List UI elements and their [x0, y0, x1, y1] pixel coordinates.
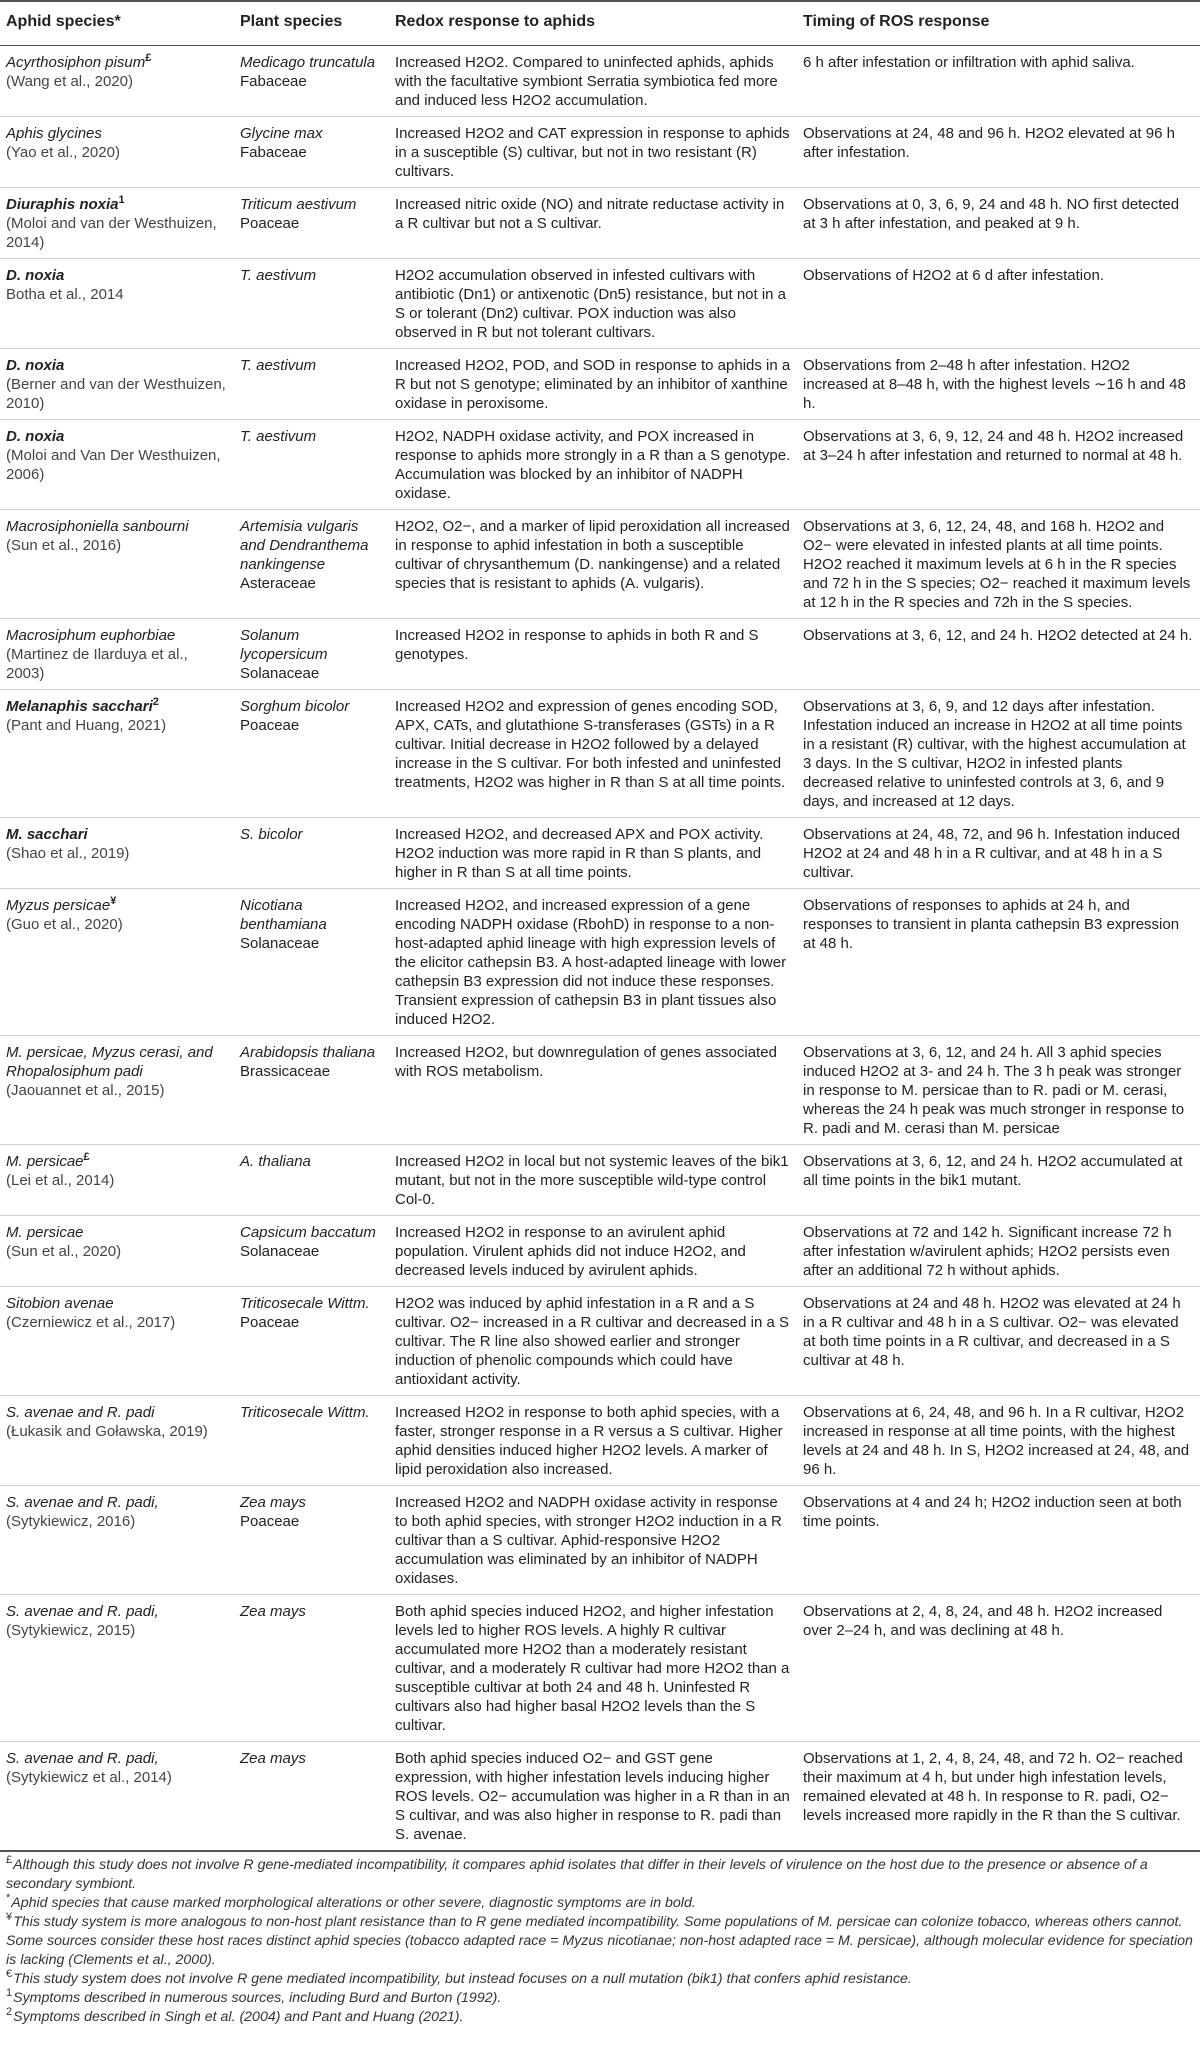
- aphid-name: [6, 825, 228, 844]
- aphid-footnote-marker: 2: [152, 696, 159, 708]
- footnote: [6, 1989, 1194, 2008]
- cell-plant: [234, 818, 389, 889]
- footnote-text: Aphid species that cause marked morphological alterations or other severe, diagnostic symptoms are in bold.: [11, 1895, 696, 1911]
- cell-redox: Increased H2O2 in response to both aphid species, with a faster, stronger response in a R versus a S cultivar. Higher aphid densities induced higher H2O2 levels. A marker of lipid peroxidation also increased.: [389, 1396, 797, 1486]
- cell-redox: H2O2, O2−, and a marker of lipid peroxidation all increased in response to aphid infestation in both a susceptible cultivar of chrysanthemum (D. nankingense) and a related species that is resistant to aphids (A. vulgaris).: [389, 510, 797, 619]
- aphid-name: [6, 195, 228, 214]
- plant-name: Capsicum baccatum: [240, 1224, 376, 1241]
- cell-aphid: [0, 117, 234, 188]
- footnote-text: This study system does not involve R gene mediated incompatibility, but instead focuses on a null mutation (bik1) that confers aphid resistance.: [13, 1971, 912, 1987]
- citation: (Moloi and van der Westhuizen, 2014): [6, 215, 217, 251]
- plant-name: T. aestivum: [240, 267, 317, 284]
- footnote-symbol: €: [6, 1968, 13, 1981]
- plant-family: Poaceae: [240, 1314, 300, 1331]
- plant-name: Triticum aestivum: [240, 196, 357, 213]
- table-row: [0, 46, 1200, 117]
- footnote: [6, 1894, 1194, 1913]
- plant-name: Solanum lycopersicum: [240, 627, 328, 663]
- cell-timing: Observations at 24 and 48 h. H2O2 was elevated at 24 h in a R cultivar and 48 h in a S cultivar. O2− was elevated at both time points in a R cultivar, and decreased in a S cultivar at 48 h.: [797, 1287, 1200, 1396]
- cell-timing: Observations at 4 and 24 h; H2O2 induction seen at both time points.: [797, 1486, 1200, 1595]
- footnote-text: Symptoms described in Singh et al. (2004) and Pant and Huang (2021).: [13, 2009, 464, 2025]
- cell-redox: H2O2 was induced by aphid infestation in a R and a S cultivar. O2− increased in a R cultivar and decreased in a S cultivar. The R line also showed earlier and stronger induction of phenolic compounds which could have antioxidant activity.: [389, 1287, 797, 1396]
- footnote: [6, 1856, 1194, 1894]
- table-row: [0, 889, 1200, 1036]
- aphid-name-text: D. noxia: [6, 428, 65, 445]
- cell-plant: [234, 1742, 389, 1852]
- footnote: [6, 2008, 1194, 2027]
- table-header: [0, 1, 1200, 46]
- aphid-name: [6, 1403, 228, 1422]
- aphid-name-text: S. avenae and R. padi,: [6, 1494, 159, 1511]
- plant-family: Solanaceae: [240, 665, 320, 682]
- aphid-name: [6, 1043, 228, 1081]
- aphid-name-text: Acyrthosiphon pisum: [6, 54, 146, 71]
- cell-aphid: [0, 1396, 234, 1486]
- cell-aphid: [0, 1036, 234, 1145]
- cell-plant: [234, 117, 389, 188]
- aphid-name-text: S. avenae and R. padi,: [6, 1603, 159, 1620]
- cell-redox: Increased H2O2 in response to an avirulent aphid population. Virulent aphids did not induce H2O2, and decreased levels induced by avirulent aphids.: [389, 1216, 797, 1287]
- table-row: [0, 259, 1200, 349]
- cell-timing: Observations at 0, 3, 6, 9, 24 and 48 h. NO first detected at 3 h after infestation, and peaked at 9 h.: [797, 188, 1200, 259]
- plant-name: Artemisia vulgaris and Dendranthema nankingense: [240, 518, 369, 573]
- footnote-symbol: 2: [6, 2006, 13, 2019]
- cell-aphid: [0, 46, 234, 117]
- plant-family: Brassicaceae: [240, 1063, 331, 1080]
- cell-aphid: [0, 889, 234, 1036]
- footnote-text: This study system is more analogous to non-host plant resistance than to R gene mediated incompatibility. Some populations of M. persicae can colonize tobacco, whereas others cannot. Some sources consider these host races distinct aphid species (tobacco adapted race = Myzus nicotianae; non-host adapted race = M. persicae), although molecular evidence for speciation is lacking (Clements et al., 2000).: [6, 1914, 1193, 1968]
- aphid-name: [6, 1223, 228, 1242]
- cell-aphid: [0, 690, 234, 818]
- cell-timing: Observations at 3, 6, 12, 24, 48, and 168 h. H2O2 and O2− were elevated in infested plants at all time points. H2O2 reached it maximum levels at 6 h in the R species and 72 h in the S species; O2− reached it maximum levels at 12 h in the R species and 72h in the S species.: [797, 510, 1200, 619]
- citation: Botha et al., 2014: [6, 286, 124, 303]
- cell-aphid: [0, 1287, 234, 1396]
- cell-aphid: [0, 188, 234, 259]
- citation: (Czerniewicz et al., 2017): [6, 1314, 176, 1331]
- cell-timing: Observations at 24, 48, 72, and 96 h. Infestation induced H2O2 at 24 and 48 h in a R cultivar, and at 48 h in a S cultivar.: [797, 818, 1200, 889]
- aphid-name-text: Diuraphis noxia: [6, 196, 119, 213]
- citation: (Sytykiewicz, 2016): [6, 1513, 136, 1530]
- table-row: [0, 818, 1200, 889]
- cell-timing: Observations at 3, 6, 9, and 12 days after infestation. Infestation induced an increase in H2O2 at all time points in a resistant (R) cultivar, with the highest accumulation at 3 days. In the S cultivar, H2O2 in infested plants decreased relative to uninfested controls at 3, 6, and 9 days, and increased at 12 days.: [797, 690, 1200, 818]
- cell-aphid: [0, 1486, 234, 1595]
- aphid-name-text: Melanaphis sacchari: [6, 698, 153, 715]
- cell-aphid: [0, 818, 234, 889]
- plant-name: A. thaliana: [240, 1153, 311, 1170]
- cell-plant: [234, 510, 389, 619]
- aphid-name: [6, 124, 228, 143]
- header-aphid-species: Aphid species*: [0, 1, 234, 46]
- cell-timing: Observations at 3, 6, 12, and 24 h. H2O2 detected at 24 h.: [797, 619, 1200, 690]
- cell-plant: [234, 1145, 389, 1216]
- aphid-name-text: M. persicae, Myzus cerasi, and Rhopalosiphum padi: [6, 1044, 213, 1080]
- cell-plant: [234, 259, 389, 349]
- aphid-name: [6, 356, 228, 375]
- cell-timing: Observations of H2O2 at 6 d after infestation.: [797, 259, 1200, 349]
- citation: (Pant and Huang, 2021): [6, 717, 167, 734]
- cell-timing: Observations at 24, 48 and 96 h. H2O2 elevated at 96 h after infestation.: [797, 117, 1200, 188]
- cell-timing: Observations from 2–48 h after infestation. H2O2 increased at 8–48 h, with the highest levels ∼16 h and 48 h.: [797, 349, 1200, 420]
- citation: (Sytykiewicz et al., 2014): [6, 1769, 172, 1786]
- table-row: [0, 349, 1200, 420]
- cell-timing: 6 h after infestation or infiltration with aphid saliva.: [797, 46, 1200, 117]
- cell-timing: Observations at 6, 24, 48, and 96 h. In a R cultivar, H2O2 increased in response at all time points, with the highest levels at 24 and 48 h. In S, H2O2 increased at 24, 48, and 96 h.: [797, 1396, 1200, 1486]
- plant-name: Zea mays: [240, 1603, 306, 1620]
- aphid-name: [6, 266, 228, 285]
- citation: (Jaouannet et al., 2015): [6, 1082, 165, 1099]
- footnote-symbol: £: [6, 1854, 13, 1867]
- aphid-name: [6, 427, 228, 446]
- cell-aphid: [0, 259, 234, 349]
- cell-plant: [234, 349, 389, 420]
- footnote: [6, 1913, 1194, 1970]
- table-row: [0, 690, 1200, 818]
- cell-timing: Observations at 2, 4, 8, 24, and 48 h. H2O2 increased over 2–24 h, and was declining at 48 h.: [797, 1595, 1200, 1742]
- plant-family: Asteraceae: [240, 575, 316, 592]
- cell-aphid: [0, 420, 234, 510]
- cell-aphid: [0, 1216, 234, 1287]
- aphid-name: [6, 1493, 228, 1512]
- cell-redox: Increased nitric oxide (NO) and nitrate reductase activity in a R cultivar but not a S cultivar.: [389, 188, 797, 259]
- aphid-name: [6, 1602, 228, 1621]
- table-row: [0, 510, 1200, 619]
- cell-redox: Increased H2O2. Compared to uninfected aphids, aphids with the facultative symbiont Serratia symbiotica fed more and induced less H2O2 accumulation.: [389, 46, 797, 117]
- aphid-footnote-marker: £: [145, 52, 152, 64]
- cell-plant: [234, 188, 389, 259]
- plant-name: Triticosecale Wittm.: [240, 1404, 370, 1421]
- table-row: [0, 117, 1200, 188]
- footnotes: [0, 1852, 1200, 2027]
- aphid-footnote-marker: 1: [118, 194, 125, 206]
- aphid-name-text: S. avenae and R. padi,: [6, 1750, 159, 1767]
- aphid-name-text: D. noxia: [6, 357, 65, 374]
- cell-plant: [234, 1486, 389, 1595]
- citation: (Sytykiewicz, 2015): [6, 1622, 136, 1639]
- table-row: [0, 1036, 1200, 1145]
- table-row: [0, 1287, 1200, 1396]
- cell-aphid: [0, 1742, 234, 1852]
- citation: (Lei et al., 2014): [6, 1172, 115, 1189]
- aphid-name: [6, 1294, 228, 1313]
- aphid-name: [6, 517, 228, 536]
- cell-redox: Increased H2O2 and CAT expression in response to aphids in a susceptible (S) cultivar, but not in two resistant (R) cultivars.: [389, 117, 797, 188]
- cell-redox: Increased H2O2 in local but not systemic leaves of the bik1 mutant, but not in the more susceptible wild-type control Col-0.: [389, 1145, 797, 1216]
- plant-name: Zea mays: [240, 1750, 306, 1767]
- citation: (Martinez de Ilarduya et al., 2003): [6, 646, 188, 682]
- plant-family: Solanaceae: [240, 935, 320, 952]
- cell-timing: Observations at 3, 6, 9, 12, 24 and 48 h. H2O2 increased at 3–24 h after infestation and returned to normal at 48 h.: [797, 420, 1200, 510]
- plant-name: Sorghum bicolor: [240, 698, 350, 715]
- citation: (Łukasik and Goławska, 2019): [6, 1423, 208, 1440]
- plant-family: Poaceae: [240, 1513, 300, 1530]
- cell-plant: [234, 619, 389, 690]
- citation: (Yao et al., 2020): [6, 144, 120, 161]
- aphid-name: [6, 53, 228, 72]
- plant-family: Poaceae: [240, 215, 300, 232]
- cell-redox: Increased H2O2, and increased expression of a gene encoding NADPH oxidase (RbohD) in response to a non-host-adapted aphid lineage with high expression levels of the elicitor cathepsin B3. A host-adapted lineage with lower cathepsin B3 expression did not induce these responses. Transient expression of cathepsin B3 in plant tissues also induced H2O2.: [389, 889, 797, 1036]
- table-row: [0, 1396, 1200, 1486]
- plant-name: T. aestivum: [240, 428, 317, 445]
- aphid-name: [6, 896, 228, 915]
- cell-aphid: [0, 1595, 234, 1742]
- aphid-name-text: Aphis glycines: [6, 125, 102, 142]
- footnote-symbol: *: [6, 1892, 11, 1905]
- cell-plant: [234, 420, 389, 510]
- citation: (Sun et al., 2016): [6, 537, 122, 554]
- cell-plant: [234, 889, 389, 1036]
- cell-plant: [234, 1287, 389, 1396]
- footnote-symbol: ¥: [6, 1911, 13, 1924]
- aphid-name-text: D. noxia: [6, 267, 65, 284]
- table-row: [0, 188, 1200, 259]
- cell-redox: Increased H2O2, and decreased APX and POX activity. H2O2 induction was more rapid in R than S plants, and higher in R than S at all time points.: [389, 818, 797, 889]
- cell-redox: Increased H2O2, but downregulation of genes associated with ROS metabolism.: [389, 1036, 797, 1145]
- plant-name: Nicotiana benthamiana: [240, 897, 327, 933]
- cell-redox: H2O2 accumulation observed in infested cultivars with antibiotic (Dn1) or antixenotic (Dn5) resistance, but not in a S or tolerant (Dn2) cultivar. POX induction was also observed in R but not tolerant cultivars.: [389, 259, 797, 349]
- aphid-name: [6, 1749, 228, 1768]
- cell-redox: Increased H2O2 and expression of genes encoding SOD, APX, CATs, and glutathione S-transferases (GSTs) in a R cultivar. Initial decrease in H2O2 followed by a delayed increase in the S cultivar. For both infested and uninfested treatments, H2O2 was higher in R than S at all time points.: [389, 690, 797, 818]
- aphid-name: [6, 626, 228, 645]
- table-row: [0, 1145, 1200, 1216]
- footnote-text: Although this study does not involve R gene-mediated incompatibility, it compares aphid isolates that differ in their levels of virulence on the host due to the presence or absence of a secondary symbiont.: [6, 1857, 1148, 1892]
- cell-timing: Observations at 1, 2, 4, 8, 24, 48, and 72 h. O2− reached their maximum at 4 h, but under high infestation levels, remained elevated at 48 h. In response to R. padi, O2− levels increased more rapidly in the R than the S cultivar.: [797, 1742, 1200, 1852]
- citation: (Sun et al., 2020): [6, 1243, 122, 1260]
- plant-name: Triticosecale Wittm.: [240, 1295, 370, 1312]
- table-body: [0, 46, 1200, 1852]
- cell-aphid: [0, 619, 234, 690]
- cell-plant: [234, 1396, 389, 1486]
- cell-aphid: [0, 1145, 234, 1216]
- citation: (Moloi and Van Der Westhuizen, 2006): [6, 447, 221, 483]
- table-row: [0, 1486, 1200, 1595]
- cell-timing: Observations at 72 and 142 h. Significant increase 72 h after infestation w/avirulent aphids; H2O2 persists even after an additional 72 h without aphids.: [797, 1216, 1200, 1287]
- table-row: [0, 1595, 1200, 1742]
- header-plant-species: Plant species: [234, 1, 389, 46]
- footnote-symbol: 1: [6, 1987, 13, 2000]
- aphid-name: [6, 1152, 228, 1171]
- plant-name: Glycine max: [240, 125, 323, 142]
- table-row: [0, 1742, 1200, 1852]
- aphid-name-text: M. persicae: [6, 1153, 84, 1170]
- cell-timing: Observations at 3, 6, 12, and 24 h. H2O2 accumulated at all time points in the bik1 mutant.: [797, 1145, 1200, 1216]
- plant-name: Arabidopsis thaliana: [240, 1044, 376, 1061]
- aphid-name-text: Myzus persicae: [6, 897, 111, 914]
- footnote-text: Symptoms described in numerous sources, including Burd and Burton (1992).: [13, 1990, 502, 2006]
- plant-name: Zea mays: [240, 1494, 306, 1511]
- cell-timing: Observations of responses to aphids at 24 h, and responses to transient in planta cathepsin B3 expression at 48 h.: [797, 889, 1200, 1036]
- plant-family: Fabaceae: [240, 73, 307, 90]
- cell-redox: Increased H2O2, POD, and SOD in response to aphids in a R but not S genotype; eliminated by an inhibitor of xanthine oxidase in peroxisome.: [389, 349, 797, 420]
- cell-plant: [234, 46, 389, 117]
- aphid-footnote-marker: £: [83, 1151, 90, 1163]
- citation: (Shao et al., 2019): [6, 845, 130, 862]
- plant-family: Poaceae: [240, 717, 300, 734]
- plant-name: T. aestivum: [240, 357, 317, 374]
- cell-redox: Increased H2O2 in response to aphids in both R and S genotypes.: [389, 619, 797, 690]
- aphid-name-text: Macrosiphum euphorbiae: [6, 627, 176, 644]
- aphid-name-text: Sitobion avenae: [6, 1295, 114, 1312]
- cell-redox: Both aphid species induced H2O2, and higher infestation levels led to higher ROS levels. A highly R cultivar accumulated more H2O2 than a moderately resistant cultivar, and a moderately R cultivar had more H2O2 than a susceptible cultivar at both 24 and 48 h. Uninfested R cultivars also had higher basal H2O2 levels than the S cultivar.: [389, 1595, 797, 1742]
- cell-plant: [234, 1595, 389, 1742]
- citation: (Guo et al., 2020): [6, 916, 123, 933]
- plant-name: S. bicolor: [240, 826, 303, 843]
- aphid-name-text: S. avenae and R. padi: [6, 1404, 155, 1421]
- footnote: [6, 1970, 1194, 1989]
- cell-redox: H2O2, NADPH oxidase activity, and POX increased in response to aphids more strongly in a R than a S genotype. Accumulation was blocked by an inhibitor of NADPH oxidase.: [389, 420, 797, 510]
- aphid-name-text: M. persicae: [6, 1224, 84, 1241]
- table-row: [0, 1216, 1200, 1287]
- header-row: [0, 1, 1200, 46]
- cell-aphid: [0, 349, 234, 420]
- aphid-name: [6, 697, 228, 716]
- table-row: [0, 420, 1200, 510]
- cell-plant: [234, 690, 389, 818]
- cell-timing: Observations at 3, 6, 12, and 24 h. All 3 aphid species induced H2O2 at 3- and 24 h. The 3 h peak was stronger in response to M. persicae than to R. padi or M. cerasi, whereas the 24 h peak was much stronger in response to R. padi and M. cerasi than M. persicae: [797, 1036, 1200, 1145]
- citation: (Berner and van der Westhuizen, 2010): [6, 376, 226, 412]
- aphid-name-text: M. sacchari: [6, 826, 88, 843]
- aphid-name-text: Macrosiphoniella sanbourni: [6, 518, 189, 535]
- plant-name: Medicago truncatula: [240, 54, 376, 71]
- header-redox-response: Redox response to aphids: [389, 1, 797, 46]
- cell-plant: [234, 1036, 389, 1145]
- table-row: [0, 619, 1200, 690]
- cell-redox: Both aphid species induced O2− and GST gene expression, with higher infestation levels inducing higher ROS levels. O2− accumulation was higher in a R than in an S cultivar, and was also higher in response to R. padi than S. avenae.: [389, 1742, 797, 1852]
- plant-family: Solanaceae: [240, 1243, 320, 1260]
- header-timing: Timing of ROS response: [797, 1, 1200, 46]
- cell-aphid: [0, 510, 234, 619]
- aphid-footnote-marker: ¥: [110, 895, 117, 907]
- plant-family: Fabaceae: [240, 144, 307, 161]
- cell-plant: [234, 1216, 389, 1287]
- cell-redox: Increased H2O2 and NADPH oxidase activity in response to both aphid species, with stronger H2O2 induction in a R cultivar than a S cultivar. Aphid-responsive H2O2 accumulation was eliminated by an inhibitor of NADPH oxidases.: [389, 1486, 797, 1595]
- citation: (Wang et al., 2020): [6, 73, 134, 90]
